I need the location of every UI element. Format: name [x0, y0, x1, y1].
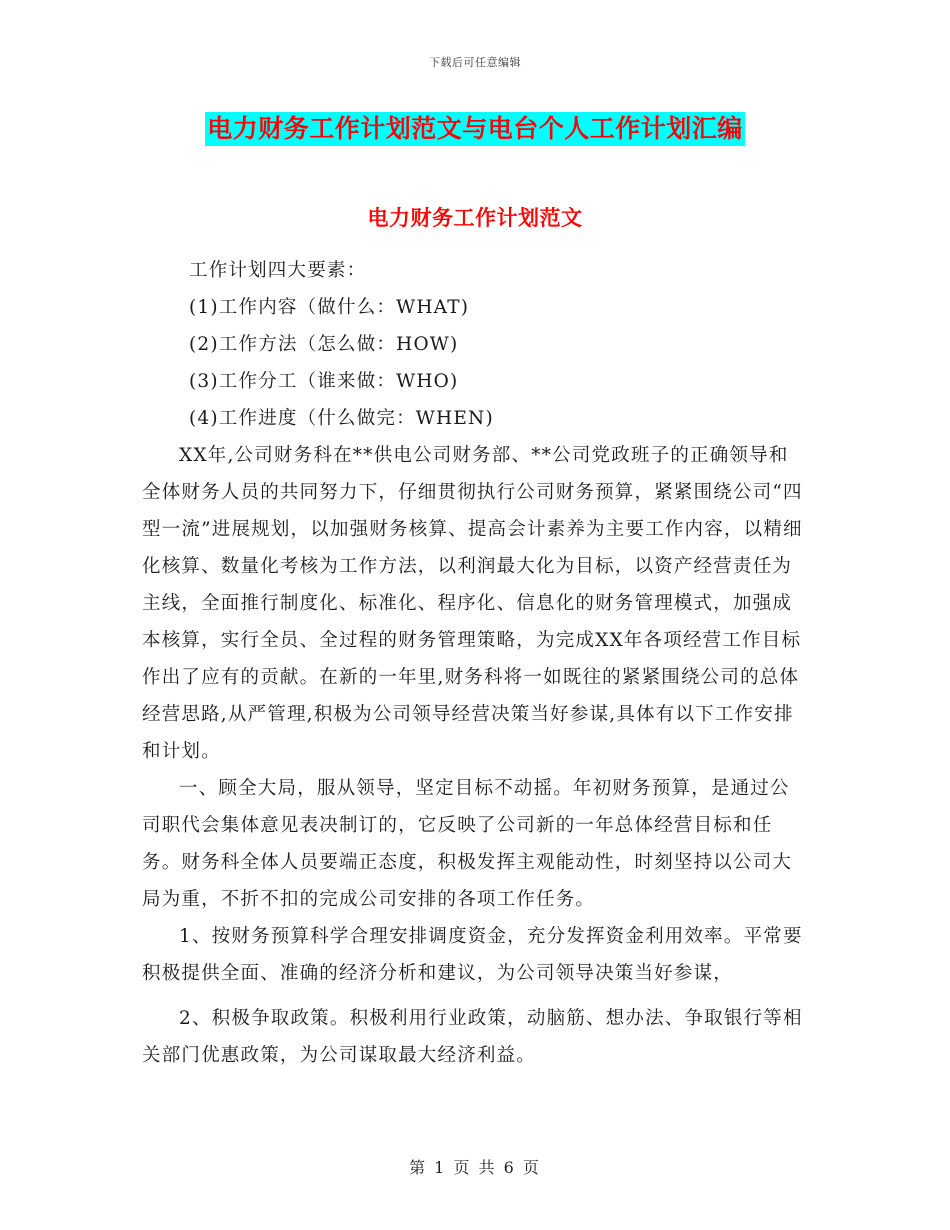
page-footer: 第 1 页 共 6 页: [409, 1158, 541, 1177]
element-item-2: (2)工作方法（怎么做：HOW): [189, 334, 459, 355]
section-1-paragraph: 一、顾全大局，服从领导，坚定目标不动摇。年初财务预算，是通过公司职代会集体意见表决制订的，它反映了公司新的一年总体经营目标和任务。财务科全体人员要端正态度，积极发挥主观能动性，时刻坚持以公司大局为重，不折不扣的完成公司安排的各项工作任务。: [142, 778, 793, 910]
element-item-1: (1)工作内容（做什么：WHAT): [189, 297, 470, 318]
sub-title: 电力财务工作计划范文: [367, 205, 583, 230]
intro-paragraph: XX年,公司财务科在**供电公司财务部、**公司党政班子的正确领导和全体财务人员的共同努力下，仔细贯彻执行公司财务预算，紧紧围绕公司“四型一流”进展规划，以加强财务核算、提高会计素养为主要工作内容，以精细化核算、数量化考核为工作方法，以利润最大化为目标，以资产经营责任为主线，全面推行制度化、标准化、程序化、信息化的财务管理模式，加强成本核算，实行全员、全过程的财务管理策略，为完成XX年各项经营工作目标作出了应有的贡献。在新的一年里,财务科将一如既往的紧紧围绕公司的总体经营思路,从严管理,积极为公司领导经营决策当好参谋,具体有以下工作安排和计划。: [142, 445, 803, 762]
element-item-4: (4)工作进度（什么做完：WHEN): [189, 408, 494, 429]
item-2-paragraph: 2、积极争取政策。积极利用行业政策，动脑筋、想办法、争取银行等相关部门优惠政策，为公司谋取最大经济利益。: [142, 1008, 803, 1066]
element-item-3: (3)工作分工（谁来做：WHO): [189, 371, 459, 392]
main-title-wrap: [0, 112, 950, 146]
elements-heading: 工作计划四大要素：: [189, 260, 367, 281]
header-note: 下载后可任意编辑: [429, 56, 521, 69]
item-1-paragraph: 1、按财务预算科学合理安排调度资金，充分发挥资金利用效率。平常要积极提供全面、准确的经济分析和建议，为公司领导决策当好参谋，: [142, 926, 803, 984]
document-body: [142, 252, 808, 1074]
main-title: 电力财务工作计划范文与电台个人工作计划汇编: [205, 112, 745, 146]
